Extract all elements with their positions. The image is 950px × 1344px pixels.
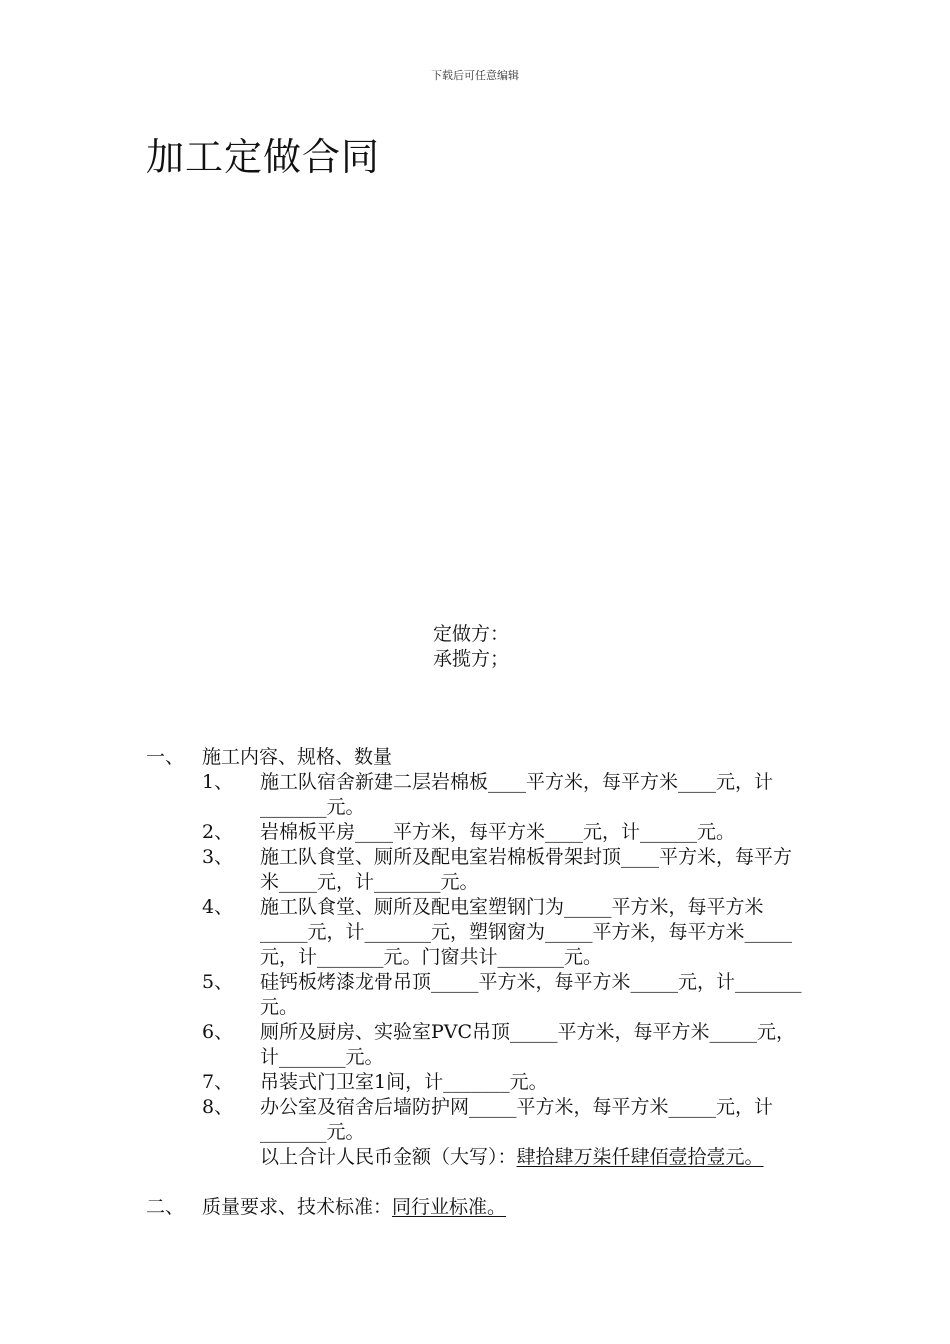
contractor-label: 承揽方； — [433, 648, 510, 670]
document-title: 加工定做合同 — [146, 135, 381, 179]
section-heading-label: 质量要求、技术标准： — [202, 1196, 393, 1218]
parties-block — [433, 622, 509, 672]
item-text: 办公室及宿舍后墙防护网_____平方米，每平方米_____元，计_______元。 — [260, 1096, 774, 1143]
item-number: 7、 — [202, 1071, 234, 1093]
item-number: 8、 — [202, 1096, 234, 1118]
section-number: 二、 — [146, 1196, 185, 1218]
item-number: 1、 — [202, 771, 234, 793]
list-item — [146, 970, 808, 1020]
section-heading — [202, 1195, 506, 1220]
list-item — [146, 1070, 808, 1095]
total-summary — [146, 1145, 808, 1170]
list-item — [146, 845, 808, 895]
total-label: 以上合计人民币金额（大写）： — [260, 1146, 517, 1168]
item-number: 2、 — [202, 821, 234, 843]
orderer-label: 定做方： — [433, 623, 510, 645]
item-number: 4、 — [202, 896, 234, 918]
item-text: 施工队宿舍新建二层岩棉板____平方米，每平方米____元，计_______元。 — [260, 771, 774, 818]
list-item — [146, 1095, 808, 1145]
list-item — [146, 820, 808, 845]
work-items-list — [146, 770, 826, 1170]
item-text: 岩棉板平房____平方米，每平方米____元，计______元。 — [260, 821, 736, 843]
item-text: 硅钙板烤漆龙骨吊顶_____平方米，每平方米_____元，计_______元。 — [260, 971, 802, 1018]
item-number: 5、 — [202, 971, 234, 993]
item-text: 吊装式门卫室1间，计_______元。 — [260, 1071, 548, 1093]
page-header-note: 下载后可任意编辑 — [431, 69, 519, 82]
list-item — [146, 1020, 808, 1070]
item-text: 施工队食堂、厕所及配电室塑钢门为_____平方米，每平方米_____元，计_______元，塑钢窗为_____平方米，每平方米_____元，计_______元。门窗共计_______元。 — [260, 896, 793, 968]
list-item — [146, 895, 808, 970]
quality-standard-value: 同行业标准。 — [392, 1196, 507, 1218]
list-item — [146, 770, 808, 820]
section-number: 一、 — [146, 746, 185, 768]
item-text: 施工队食堂、厕所及配电室岩棉板骨架封顶____平方米，每平方米____元，计_______元。 — [260, 846, 793, 893]
item-number: 3、 — [202, 846, 234, 868]
item-number: 6、 — [202, 1021, 234, 1043]
total-amount: 肆拾肆万柒仟肆佰壹拾壹元。 — [516, 1146, 764, 1168]
item-text: 厕所及厨房、实验室PVC吊顶_____平方米，每平方米_____元，计_______元。 — [260, 1021, 796, 1068]
section-heading: 施工内容、规格、数量 — [202, 746, 393, 768]
